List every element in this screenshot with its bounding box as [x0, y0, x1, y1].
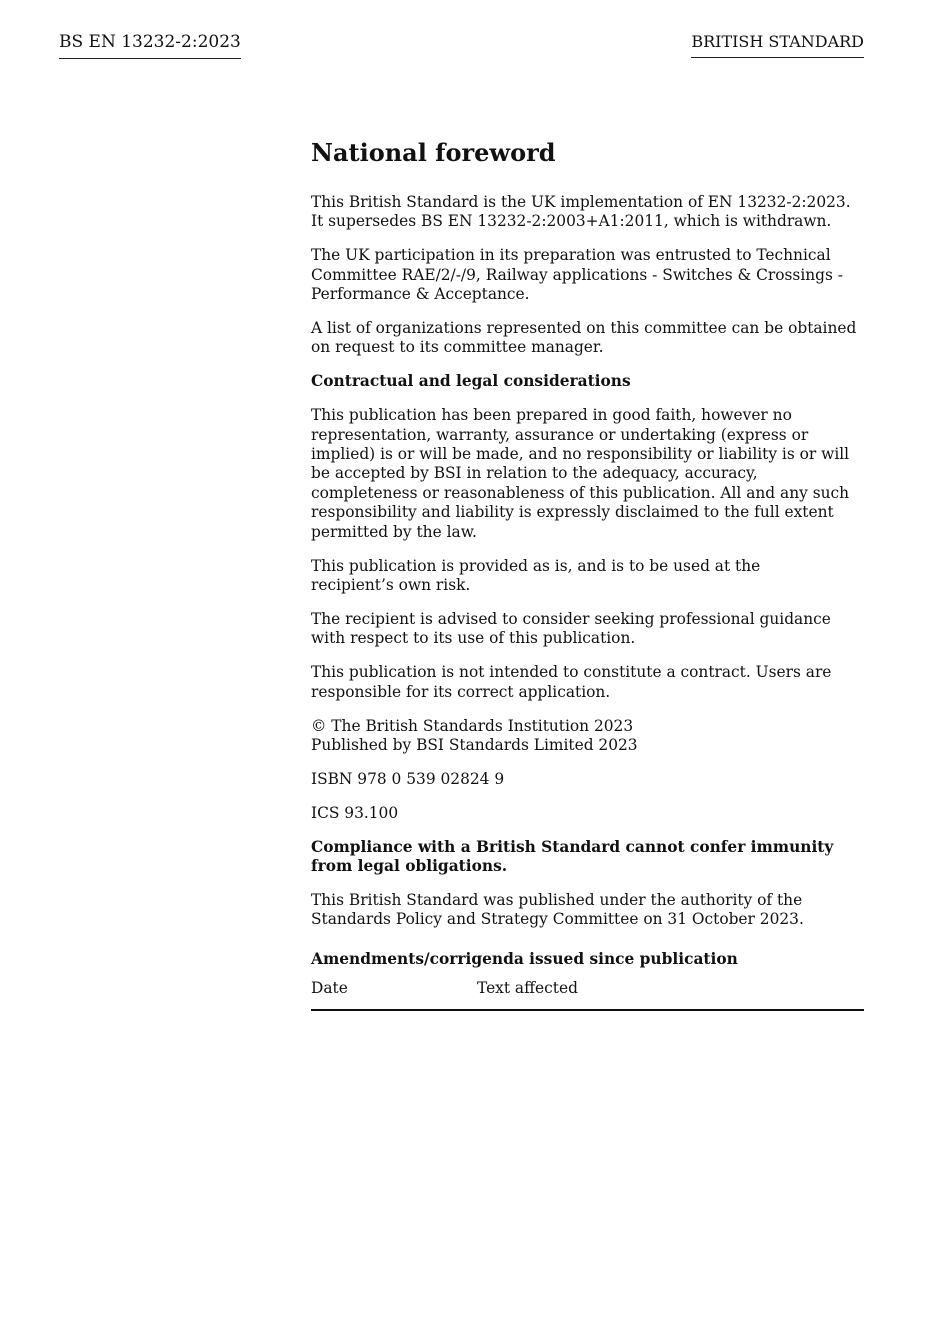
implementation-paragraph: This British Standard is the UK implementation of EN 13232-2:2023. It supersedes BS EN 13232-2:2003+A1:2011, which is withdrawn. — [311, 193, 851, 231]
committee-paragraph: The UK participation in its preparation was entrusted to Technical Committee RAE/2/-/9, Railway applications - Switches & Crossings - Performance & Acceptance. — [311, 246, 843, 304]
good-faith-paragraph: This publication has been prepared in good faith, however no representation, warranty, assurance or undertaking (express or implied) is or will be made, and no responsibility or liability is or will be accepted by BSI in relation to the adequacy, accuracy, completeness or reasonableness of this publication. All and any such responsibility and liability is expressly disclaimed to the full extent permitted by the law. — [311, 406, 850, 541]
copyright-line: © The British Standards Institution 2023 — [311, 716, 634, 735]
own-risk-paragraph — [311, 557, 864, 596]
own-risk-line1: This publication is provided as is, and is to be used at the — [311, 556, 761, 575]
organizations-paragraph: A list of organizations represented on this committee can be obtained on request to its committee manager. — [311, 319, 857, 357]
amendments-table — [311, 979, 864, 1010]
authority-paragraph: This British Standard was published under the authority of the Standards Policy and Strategy Committee on 31 October 2023. — [311, 890, 804, 929]
ics-code: ICS 93.100 — [311, 803, 399, 822]
amendments-text-header: Text affected — [477, 979, 578, 998]
standard-series-label: BRITISH STANDARD — [691, 30, 864, 58]
document-number: BS EN 13232-2:2023 — [59, 30, 241, 59]
amendments-date-header: Date — [311, 979, 348, 998]
contract-paragraph: This publication is not intended to constitute a contract. Users are responsible for its correct application. — [311, 663, 832, 701]
national-foreword-section — [311, 136, 864, 1011]
publisher-line: Published by BSI Standards Limited 2023 — [311, 735, 638, 754]
guidance-paragraph: The recipient is advised to consider seeking professional guidance with respect to its use of this publication. — [311, 609, 831, 648]
compliance-notice: Compliance with a British Standard cannot confer immunity from legal obligations. — [311, 837, 834, 876]
copyright-paragraph — [311, 717, 864, 756]
own-risk-line2: recipient’s own risk. — [311, 576, 471, 594]
amendments-heading: Amendments/corrigenda issued since publication — [311, 949, 738, 968]
page-title: National foreword — [311, 138, 556, 167]
isbn: ISBN 978 0 539 02824 9 — [311, 769, 505, 788]
legal-heading: Contractual and legal considerations — [311, 372, 631, 391]
